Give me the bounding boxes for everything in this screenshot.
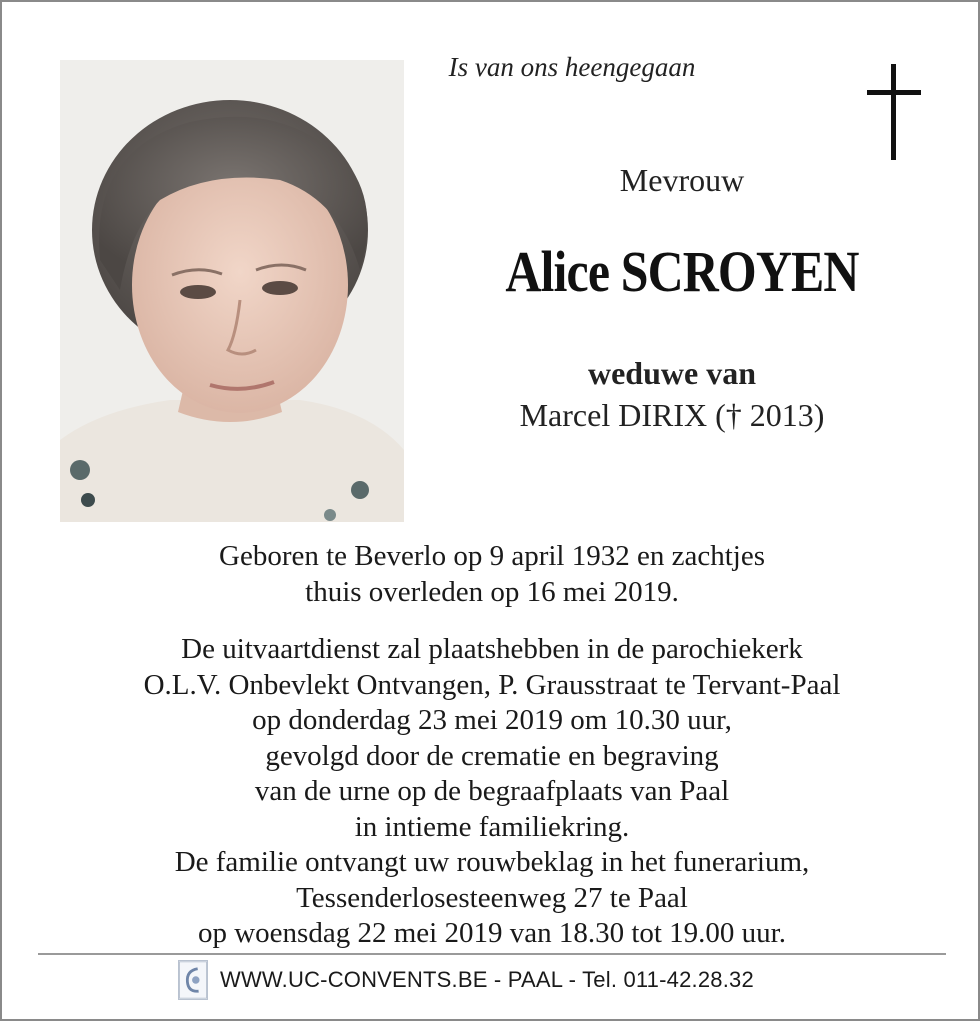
relation-block	[442, 352, 902, 436]
footer-contact: WWW.UC-CONVENTS.BE - PAAL - Tel. 011-42.28.32	[220, 967, 754, 992]
divider	[38, 953, 946, 955]
honorific: Mevrouw	[619, 162, 745, 198]
portrait-photo	[60, 60, 404, 522]
intro-text: Is van ons heengegaan	[448, 52, 696, 82]
service-line: Tessenderlosesteenweg 27 te Paal	[296, 881, 688, 914]
announcement-body	[42, 539, 942, 952]
service-line: van de urne op de begraafplaats van Paal	[254, 775, 730, 807]
service-line: in intieme familiekring.	[354, 810, 630, 843]
relation-label: weduwe van	[587, 355, 756, 391]
cross-icon	[864, 64, 924, 160]
service-line: op woensdag 22 mei 2019 van 18.30 tot 19.00 uur.	[197, 917, 786, 949]
service-line: De familie ontvangt uw rouwbeklag in het funerarium,	[174, 846, 810, 878]
service-line: O.L.V. Onbevlekt Ontvangen, P. Grausstraat te Tervant-Paal	[143, 668, 841, 701]
service-line: op donderdag 23 mei 2019 om 10.30 uur,	[252, 704, 732, 736]
footer	[178, 960, 754, 1000]
service-line: De uitvaartdienst zal plaatshebben in de parochiekerk	[181, 633, 803, 665]
spouse-name: Marcel DIRIX († 2013)	[519, 397, 825, 433]
service-line: gevolgd door de crematie en begraving	[265, 739, 719, 772]
birth-line: thuis overleden op 16 mei 2019.	[305, 575, 679, 608]
deceased-name: Alice SCROYEN	[505, 239, 859, 304]
funeral-home-logo-icon	[178, 960, 208, 1000]
birth-line: Geboren te Beverlo op 9 april 1932 en zachtjes	[219, 540, 765, 572]
portrait-illustration	[60, 60, 404, 522]
